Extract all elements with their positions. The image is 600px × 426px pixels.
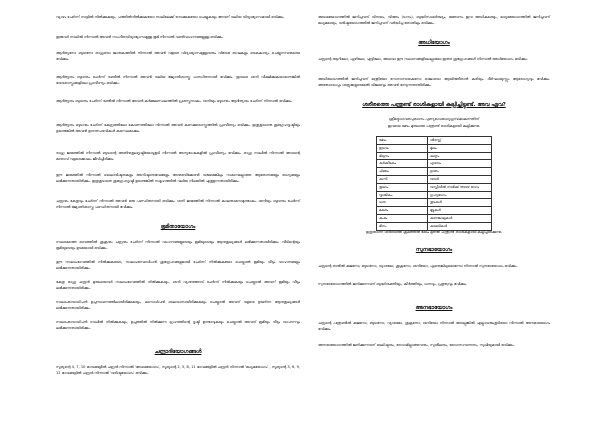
rashi-cell: ഇടവം <box>377 144 428 152</box>
table-row <box>377 175 492 183</box>
table-intro-line: ശ്രീമദ്ഭാഗവതപുരാണം പുണ്യഗോഭാഗ്യഗ്രന്ഥമാകുന്നതിന് <box>388 117 480 121</box>
body-part-cell: മുഖം <box>428 144 492 152</box>
rashi-cell: മകരം <box>377 207 428 215</box>
paragraph: സൂര്യന്റെ 4, 7, 10 ഭാവങ്ങളില്‍ ചന്ദ്രന്‍ നിന്നാല്‍ 'അധമയോഗം', സൂര്യന്റെ 2, 5, 8, 11 ഭാവങ്ങളില്‍ ചന്ദ്രന്‍ നിന്നാല്‍ 'മധ്യമയോഗം' , സൂര്യന്റെ 3, 6, 9, 12 ഭാവങ്ങളില്‍ ചന്ദ്രന്‍ നിന്നാല്‍ 'വരിഷ്ഠയോഗം' ഭവിക്കും. <box>56 365 300 376</box>
section-heading-anabha: അനഭായോഗം <box>415 305 453 311</box>
paragraph: സുനഭായോഗത്തില്‍ ജനിക്കുന്നവന് ബുദ്ധിശക്തിയും, കീർത്തിയും, ധനവും, പ്രഭുത്വവും ഭവിക്കും. <box>318 282 468 286</box>
paragraph: ഇതുതന്നെ ശരീരത്തെ ക്രമത്തില്‍ മേടം മുതല്‍ പന്ത്രണ്ട് രാശികളായി കല്പിച്ചിരിക്കുന്നു. <box>365 230 503 234</box>
paragraph: ഇരുവർ നാലില്‍ നിന്നാല്‍ അവന്‍ സംഗീതവിദ്യാഭ്യാസമുള്ള ഭൂമി നിന്നാല്‍ വണ്ടിവാഹനങ്ങളുള്ള ഭവിക്കും. <box>56 35 224 39</box>
paragraph: രാഹു ജന്മത്തില്‍ നിന്നാല്‍ ബുധന്റെ അതിനുകൂലദൃഷ്ടിയോടുകൂടി നിന്നാല്‍ അന്യഭാഷകളില്‍ പ്രാവീണ്യം ഭവിക്കും. രാഹു നാലില്‍ നിന്നാല്‍ അവന്റെ മാതാവ് വളരെക്കാലം ജീവിച്ചിരിക്കും. <box>56 151 300 162</box>
paragraph: ആദിത്യനും ബുധനും ചേർന്ന് കേന്ദ്രത്തിലോ കോണത്തിലോ നിന്നാല്‍ അവന്‍ കണക്കുശാസ്ത്രത്തില്‍ പ്രാവീണ്യം ഭവിക്കും. ഇതുകൂടാതെ ശുഭഗ്രഹദൃഷ്ടിയും ഉണ്ടെങ്കില്‍ അവന്‍ ഉന്നതപദവികള്‍ കരസ്ഥമാക്കും. <box>56 123 300 134</box>
table-row <box>377 191 492 199</box>
section-heading-bhrami: ഭ്രമിതായോഗം <box>160 224 196 230</box>
body-part-cell: വയർ <box>428 175 492 183</box>
paragraph: ആദിത്യനും ബുധനും ചേർന്ന് രണ്ടില്‍ നിന്നാല്‍ അവന്‍ വലിയ ജ്യോതിശാസ്ത്ര പണ്ഡിതനായി ഭവിക്കും. ഇവരെ ശനി വീക്ഷിക്കുകയാണെങ്കില്‍ വേദശാസ്ത്രങ്ങളിലെ പ്രാവീണ്യം ഭവിക്കും. <box>56 75 300 86</box>
body-part-cell: ഉദരം <box>428 168 492 176</box>
paragraph: ചന്ദ്രനും കേതുവും ചേർന്ന് നിന്നാല്‍ അവന്‍ ഒരു പണ്ഡിതനായി ഭവിക്കും. ശനി ജന്മത്തില്‍ നിന്നാല്‍ കാലതാമസമുണ്ടാകും. ശനിയും ബുധനും ചേർന്ന് നിന്നാല്‍ ജ്യോതിശാസ്ത്ര പണ്ഡിതനായി ഭവിക്കും. <box>56 199 300 210</box>
paragraph: നാലാമത്തെ ഭാവത്തില്‍ ശുക്രനും ചന്ദ്രനും ചേർന്ന് നിന്നാല്‍ വാഹനങ്ങളുടെയും ഭൂമിയുടെയും ആനുകൂല്യങ്ങള്‍ ലഭിക്കുന്നതായിരിക്കും. വീടിന്റെയും ഭൂമിയുടെയും ഉടമയായി ഭവിക്കും. <box>56 240 300 251</box>
table-row <box>377 207 492 215</box>
table-row <box>377 152 492 160</box>
table-row <box>377 168 492 176</box>
body-part-cell: മുട്ടുകള്‍ <box>428 207 492 215</box>
table-row <box>377 214 492 222</box>
paragraph: കേതു രാഹു ചന്ദ്രന്‍ മുതലായവര്‍ നാലാംഭാവത്തില്‍ നിൽക്കുകയും, ശനി വ്യാഴത്തോട് ചേർന്ന് നിൽക്കുകയും ചെയ്താല്‍ അവന് ഭൂമിയും വീടും ലഭിക്കുന്നതായിരിക്കും. <box>56 280 300 291</box>
table-row <box>377 137 492 145</box>
table-row <box>377 160 492 168</box>
rashi-cell: ചിങ്ങം <box>377 168 428 176</box>
rashi-cell: ധനു <box>377 199 428 207</box>
rashi-cell: മീനം <box>377 222 428 230</box>
rashi-cell: കന്നി <box>377 175 428 183</box>
rashi-cell: തുലാം <box>377 183 428 191</box>
section-heading-sunabha: സുനഭായോഗം <box>415 247 453 253</box>
body-part-cell: കണ്ഠം <box>428 152 492 160</box>
paragraph: ഈ ജന്മത്തില്‍ നിന്നാല്‍ ബാലാരിഷ്ടതകളും അനിഷ്ടാനുഭവങ്ങളും അനുഭവിക്കേണ്ടി വരുമെങ്കിലും സമാനമല്ലാത്ത ആഭരണങ്ങളും ഭാഗ്യങ്ങളും ലഭിക്കുന്നതായിരിക്കും. ഇതുകൂടാതെ ശുഭഗ്രഹദൃഷ്ടി ഉണ്ടെങ്കില്‍ സമൂഹത്തില്‍ വലിയ നിലയില്‍ എത്തുന്നതായിരിക്കും. <box>56 173 300 184</box>
paragraph: ചന്ദ്രന്റെ രണ്ടില്‍ കുജനോ, ബുധനോ, വ്യാഴമോ, ശുക്രനോ, ശനിയോ, ഏതെങ്കിലുമൊന്നോ നിന്നാല്‍ സുനഭായോഗം ഭവിക്കും. <box>318 264 518 268</box>
rashi-cell: മേടം <box>377 137 428 145</box>
body-part-cell: കാലടികള്‍ <box>428 222 492 230</box>
paragraph: ചന്ദ്രന്റെ പന്ത്രണ്ടില്‍ കുജനോ, ബുധനോ, വ്യാഴമോ, ശുക്രനോ, ശനിയോ നിന്നാല്‍ അല്ലെങ്കില്‍ എല്ലാവരുംകൂടിയോ നിന്നാല്‍ അനഭായോഗം ഭവിക്കും. <box>318 321 550 332</box>
section-heading-chandradi: ചന്ദ്രാദിയോഗങ്ങൾ <box>154 349 202 355</box>
body-part-cell: ഹൃദയം <box>428 160 492 168</box>
paragraph: ആദിത്യനും ബുധനും ചേർന്ന് രണ്ടില്‍ നിന്നാല്‍ അവന്‍ കർമ്മമണ്ഡലത്തില്‍ പ്രശസ്തനാകും. ശനിയും ബുധനും ആദിത്യനും ചേർന്ന് നിന്നാല്‍ ഭവിക്കും. <box>56 99 293 103</box>
body-part-cell: കണങ്കാലുകള്‍ <box>428 214 492 222</box>
table-intro-line: ഇവയെ മേടം മുതലായ പന്ത്രണ്ട് രാശികളായി കല്പിക്കുന്നു. <box>387 124 481 128</box>
body-part-cell: തുടകള്‍ <box>428 199 492 207</box>
table-row <box>377 144 492 152</box>
paragraph: നാലാംഭാവാധിപന്‍ നാലില്‍ നിൽക്കുകയും, ഉച്ചത്തില്‍ നിൽക്കുന്ന ഗ്രഹത്തിന്റെ ദൃഷ്ടി ഉണ്ടാവുകയും ചെയ്താല്‍ അവന് ഭൂമിയും വീടും വാഹനവും ലഭിക്കുന്നതായിരിക്കും. <box>56 320 300 331</box>
table-row <box>377 183 492 191</box>
paragraph: അനഭായോഗത്തില്‍ ജനിക്കുന്നവന് ബലിഷ്ഠനും, രോഗമില്ലാത്തവനും, സുശീലനും, ഭോഗസമ്പന്നനും, സുഖിയുമായി ഭവിക്കും. <box>318 343 515 347</box>
rashi-cell: മിഥുനം <box>377 152 428 160</box>
rashi-body-table <box>376 136 492 231</box>
section-heading-adhiyogam: അധിയോഗം <box>418 40 450 46</box>
rashi-cell: വൃശ്ചികം <box>377 191 428 199</box>
paragraph: ഈ നാലാംഭാവത്തില്‍ നിൽക്കുകയോ, നാലാംഭാവാധിപന്‍ ശുഭഗ്രഹങ്ങളുമായി ചേർന്ന് നിൽക്കുകയോ ചെയ്താല്‍ ഭൂമിയും വീടും വാഹനങ്ങളും ലഭിക്കുന്നതായിരിക്കും. <box>56 260 300 271</box>
body-part-cell: ഗുഹ്യഭാഗം <box>428 191 492 199</box>
rashi-cell: കർക്കിടകം <box>377 160 428 168</box>
paragraph: ആദിത്യനോ ബുധനോ രാഹുവോ ജാതകത്തില്‍ നിന്നാല്‍ അവന്‍ വളരെ വിദ്യാഭ്യാസമുള്ളവനും വിദേശ ഭാഷകളും കൈകാര്യം ചെയ്യുന്നവനുമായ ഭവിക്കും. <box>56 51 300 62</box>
table-row <box>377 199 492 207</box>
paragraph: ചന്ദ്രന്റെ ആറിലോ, ഏഴിലോ, എട്ടിലോ, അഥവാ ഈ സ്ഥാനങ്ങളിലെല്ലാമോ ഇതര ശുഭഗ്രഹങ്ങള്‍ നിന്നാല്‍ അധിയോഗം ഭവിക്കും. <box>318 57 528 61</box>
paragraph: അധിയോഗത്തില്‍ ജനിച്ചവന് മന്ത്രിയോ സേനാനായകനോ രാജാവോ ആയിത്തീരാന്‍ കഴിയും. ദീർഘായുസ്സും ആരോഗ്യവും ഭവിക്കും. അതോടൊപ്പം ശത്രുക്കളുടെമേല്‍ വിജയവും അവന്‍ നേടുന്നതായിരിക്കും. <box>318 77 550 88</box>
body-part-cell: ശിരസ്സ് <box>428 137 492 145</box>
section-heading-body-rashis: ശരീരത്തെ പന്ത്രണ്ട് രാശികളായി കല്പിച്ചിട്ടുണ്ട്. അവ ഏവ? <box>362 102 506 108</box>
body-part-cell: വസ്തിയിൽ നാഭിക്ക് താഴെ ഭാഗം <box>428 183 492 191</box>
paragraph: നാലാംഭാവാധിപന്‍ ഉച്ചസ്ഥാനത്തിലായിരിക്കുകയും, ലഗ്നാധിപന്‍ ബലവാനായിരിക്കുകയും ചെയ്താല്‍ അവന് വളരെ ഉയർന്ന ആനുകൂല്യങ്ങള്‍ ലഭിക്കുന്നതായിരിക്കും. <box>56 300 300 311</box>
paragraph: വ്യാഴം ചേർന്ന് നാളില്‍ നിൽക്കുകയും, പത്തിൽനിൽക്കുകയോ നാലിലേക്ക് നോക്കുകയോ ചെയ്യുകയും അവന് വലിയ വിദ്യാഭ്യാസമായി ഭവിക്കും. <box>56 15 285 19</box>
rashi-cell: കുംഭം <box>377 214 428 222</box>
paragraph: അധമയോഗത്തില്‍ ജനിച്ചവന് വിനയം, വിത്തം (ധനം), ബുദ്ധിസാമർത്ഥ്യം, ജ്ഞാനം ഇവ അധികമായും, മധ്യമയോഗത്തില്‍ ജനിച്ചവന് മധ്യമമായും, വരിഷ്ഠയോഗത്തില്‍ ജനിച്ചവന് വർദ്ധിച്ച തോതിലും ഭവിക്കും. <box>318 15 550 26</box>
